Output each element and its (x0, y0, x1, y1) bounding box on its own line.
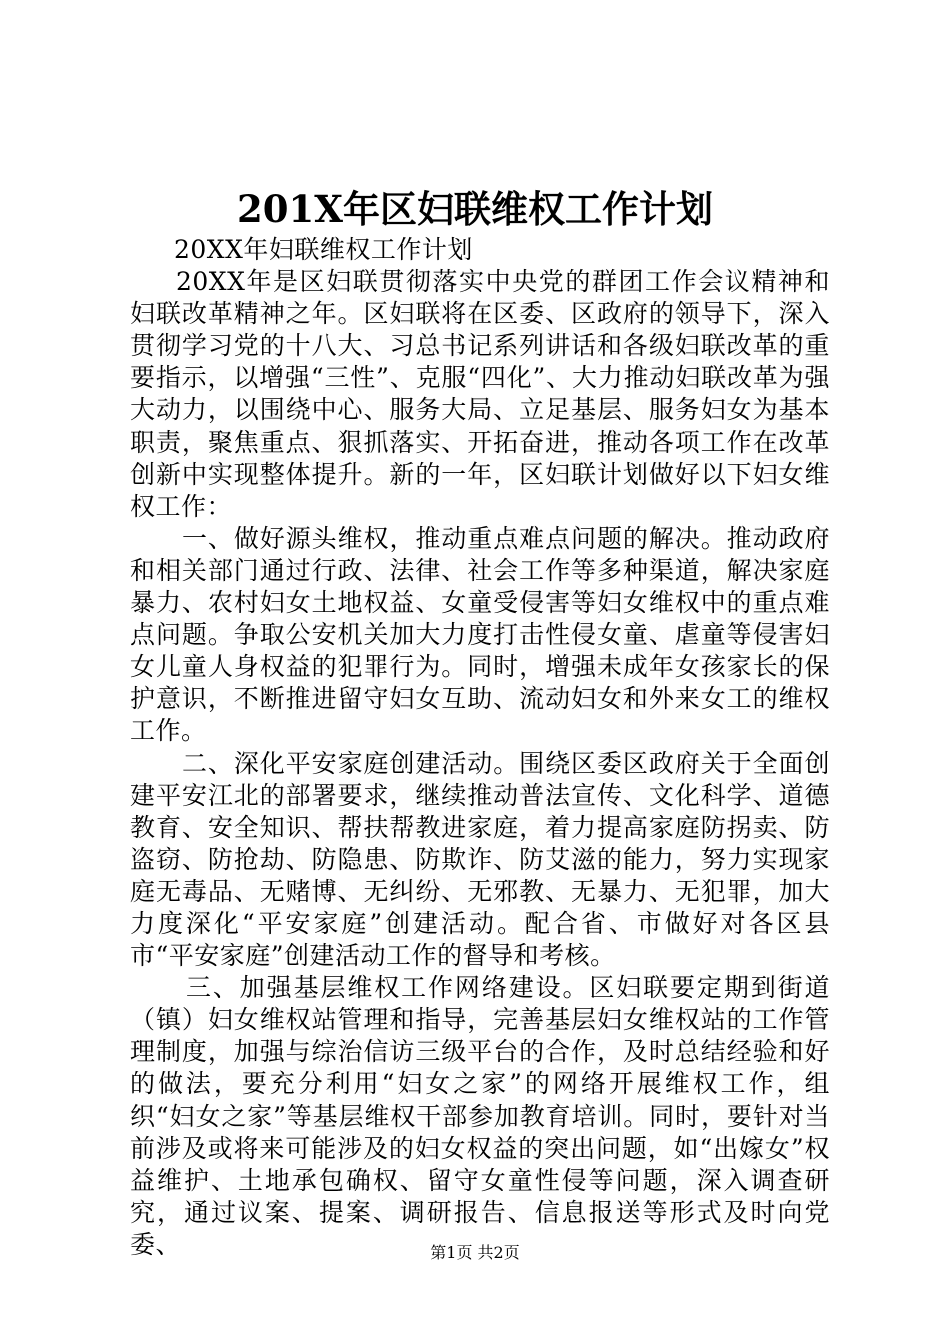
document-subtitle: 20XX年妇联维权工作计划 (174, 235, 473, 264)
section-two-paragraph: 二、深化平安家庭创建活动。围绕区委区政府关于全面创建平安江北的部署要求，继续推动普法宣传、文化科学、道德教育、安全知识、帮扶帮教进家庭，着力提高家庭防拐卖、防盗窃、防抢劫、防隐患、防欺诈、防艾滋的能力，努力实现家庭无毒品、无赌博、无纠纷、无邪教、无暴力、无犯罪，加大力度深化“平安家庭”创建活动。配合省、市做好对各区县市“平安家庭”创建活动工作的督导和考核。 (130, 748, 830, 971)
section-three-paragraph: 三、加强基层维权工作网络建设。区妇联要定期到街道（镇）妇女维权站管理和指导，完善基层妇女维权站的工作管理制度，加强与综治信访三级平台的合作，及时总结经验和好的做法，要充分利用“妇女之家”的网络开展维权工作，组织“妇女之家”等基层维权干部参加教育培训。同时，要针对当前涉及或将来可能涉及的妇女权益的突出问题，如“出嫁女”权益维护、土地承包确权、留守女童性侵等问题，深入调查研究，通过议案、提案、调研报告、信息报送等形式及时向党委、 (130, 973, 830, 1259)
page-number-indicator: 第1页 共2页 (430, 1243, 520, 1262)
document-title: 201X年区妇联维权工作计划 (237, 187, 713, 231)
page-footer (0, 1241, 950, 1265)
intro-paragraph: 20XX年是区妇联贯彻落实中央党的群团工作会议精神和妇联改革精神之年。区妇联将在区委、区政府的领导下，深入贯彻学习党的十八大、习总书记系列讲话和各级妇联改革的重要指示，以增强“三性”、克服“四化”、大力推动妇联改革为强大动力，以围绕中心、服务大局、立足基层、服务妇女为基本职责，聚焦重点、狠抓落实、开拓奋进，推动各项工作在改革创新中实现整体提升。新的一年，区妇联计划做好以下妇女维权工作： (130, 267, 830, 521)
document-body (130, 234, 830, 1261)
section-one-paragraph: 一、做好源头维权，推动重点难点问题的解决。推动政府和相关部门通过行政、法律、社会工作等多种渠道，解决家庭暴力、农村妇女土地权益、女童受侵害等妇女维权中的重点难点问题。争取公安机关加大力度打击性侵女童、虐童等侵害妇女儿童人身权益的犯罪行为。同时，增强未成年女孩家长的保护意识，不断推进留守妇女互助、流动妇女和外来女工的维权工作。 (130, 523, 830, 746)
